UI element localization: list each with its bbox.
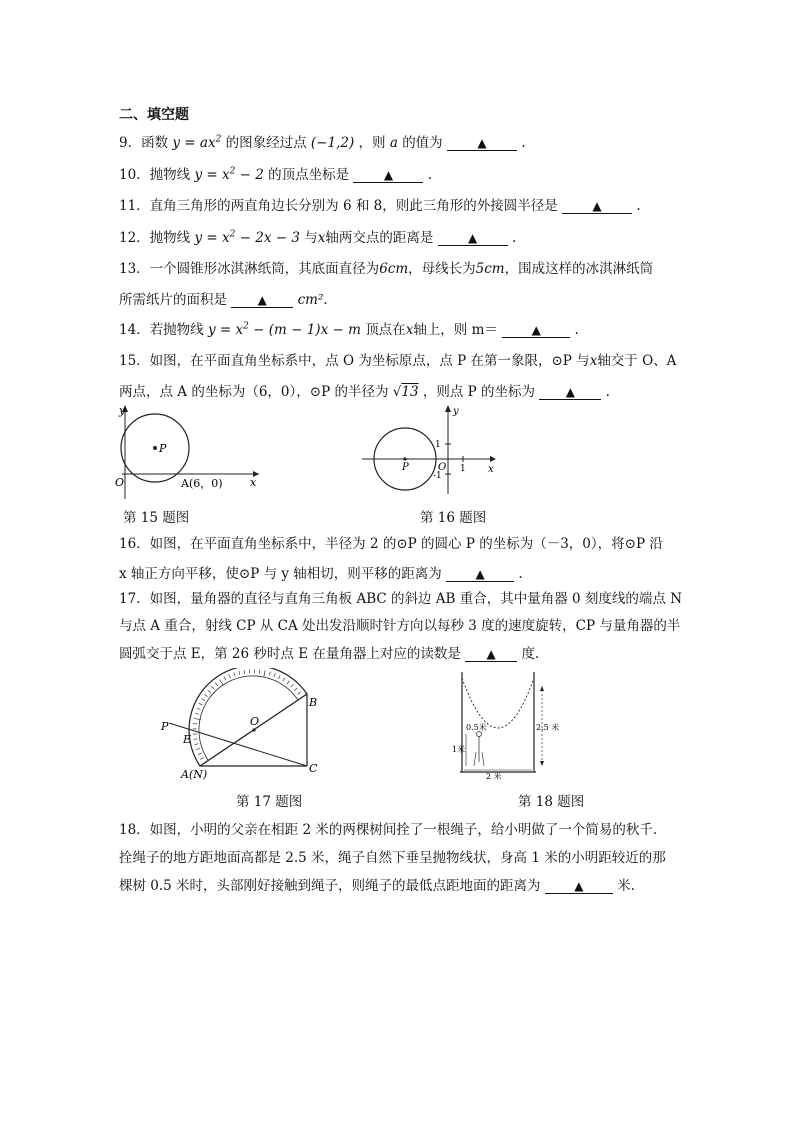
answer-blank-10[interactable]: ▲ — [353, 169, 423, 183]
caption-figure-15: 第 15 题图 — [123, 510, 190, 526]
protractor-tick — [196, 748, 200, 749]
protractor-tick — [298, 692, 301, 695]
formula-q12: $y = x^2 - 2x - 3$ — [194, 229, 300, 246]
svg-text:P: P — [161, 720, 169, 733]
question-18-line2: 拴绳子的地方距地面高都是 2.5 米，绳子自然下垂呈抛物线状，身高 1 米的小明距较近的那 — [119, 850, 666, 866]
caption-figure-16: 第 16 题图 — [420, 510, 487, 526]
section-title: 二、填空题 — [119, 107, 189, 123]
protractor-tick — [211, 686, 214, 689]
protractor-tick — [195, 713, 199, 714]
svg-text:y: y — [453, 406, 459, 417]
question-17-line3: 圆弧交于点 E，第 26 秒时点 E 在量角器上对应的读数是 ▲ 度. — [119, 646, 540, 662]
question-10: 10．抛物线 $y = x^2 - 2$ 的顶点坐标是 ▲ . — [119, 166, 433, 183]
question-13-line1: 13．一个圆锥形冰淇淋纸筒，其底面直径为6cm，母线长为5cm，围成这样的冰淇淋纸筒 — [119, 261, 654, 277]
question-17-line1: 17．如图，量角器的直径与直角三角板 ABC 的斜边 AB 重合，其中量角器 0 刻度线的端点 N — [119, 591, 683, 607]
sqrt-symbol: √13 — [392, 384, 419, 400]
figure-17 — [155, 668, 330, 783]
protractor-tick — [239, 671, 240, 675]
question-18-line1: 18．如图，小明的父亲在相距 2 米的两棵树间拴了一根绳子，给小明做了一个简易的秋千. — [119, 822, 658, 838]
answer-blank-18[interactable]: ▲ — [545, 880, 613, 894]
answer-blank-11[interactable]: ▲ — [562, 200, 632, 214]
answer-blank-13[interactable]: ▲ — [231, 294, 293, 308]
svg-text:1米: 1米 — [452, 745, 466, 754]
protractor-tick — [274, 673, 275, 677]
svg-text:E: E — [183, 733, 192, 746]
svg-text:y: y — [119, 404, 126, 417]
question-13-line2: 所需纸片的面积是 ▲ cm². — [119, 292, 328, 308]
svg-text:P: P — [159, 442, 167, 455]
svg-text:0.5米: 0.5米 — [466, 723, 487, 732]
svg-text:O: O — [250, 715, 260, 728]
protractor-tick — [200, 757, 204, 759]
figure-18 — [452, 668, 562, 783]
answer-blank-16[interactable]: ▲ — [446, 568, 514, 582]
protractor-tick — [208, 690, 211, 693]
protractor-tick — [199, 703, 203, 705]
svg-text:1: 1 — [435, 440, 441, 450]
protractor-tick — [204, 694, 207, 696]
svg-text:A(6，0): A(6，0) — [181, 477, 223, 490]
protractor-tick — [201, 699, 204, 701]
question-12: 12．抛物线 $y = x^2 - 2x - 3$ 与x轴两交点的距离是 ▲ . — [119, 229, 517, 246]
answer-blank-17[interactable]: ▲ — [465, 648, 517, 662]
question-16-line1: 16．如图，在平面直角坐标系中，半径为 2 的⊙P 的圆心 P 的坐标为（－3，0），将⊙P 沿 — [119, 536, 663, 552]
question-15-line2: 两点，点 A 的坐标为（6，0），⊙P 的半径为 √13 ，则点 P 的坐标为 ▲ . — [119, 384, 610, 400]
formula-q9: $y = ax^2$ — [172, 134, 222, 151]
protractor-tick — [215, 683, 218, 686]
question-11: 11．直角三角形的两直角边长分别为 6 和 8，则此三角形的外接圆半径是 ▲ . — [119, 198, 641, 214]
question-9: 9．函数 $y = ax^2$ 的图象经过点 (−1,2) ，则 a 的值为 ▲ . — [119, 134, 526, 151]
protractor-tick — [294, 688, 297, 691]
svg-text:x: x — [488, 464, 494, 475]
protractor-tick — [224, 677, 226, 681]
svg-text:C: C — [309, 762, 318, 775]
svg-text:2.5 米: 2.5 米 — [536, 723, 560, 732]
protractor-tick — [278, 675, 280, 679]
svg-text:2 米: 2 米 — [486, 772, 502, 781]
caption-figure-17: 第 17 题图 — [236, 794, 303, 810]
protractor-tick — [264, 670, 265, 677]
question-18-line3: 棵树 0.5 米时，头部刚好接触到绳子，则绳子的最低点距地面的距离为 ▲ 米. — [119, 878, 635, 894]
protractor-tick — [283, 678, 285, 681]
protractor-tick — [195, 744, 199, 745]
svg-text:B: B — [309, 696, 318, 709]
figure-15 — [112, 402, 262, 502]
protractor-tick — [244, 670, 245, 674]
formula-q14: $y = x^2 - (m - 1)x - m$ — [207, 321, 361, 338]
protractor-tick — [287, 681, 289, 684]
svg-text:O: O — [438, 462, 447, 473]
answer-blank-9[interactable]: ▲ — [447, 137, 517, 151]
answer-blank-14[interactable]: ▲ — [502, 324, 570, 338]
svg-text:1: 1 — [460, 464, 466, 474]
svg-text:x: x — [250, 476, 257, 489]
caption-figure-18: 第 18 题图 — [518, 794, 585, 810]
protractor-tick — [198, 753, 202, 755]
question-15-line1: 15．如图，在平面直角坐标系中，点 O 为坐标原点，点 P 在第一象限，⊙P 与x轴交于 O、A — [119, 353, 677, 369]
formula-q10: $y = x^2 - 2$ — [194, 166, 264, 183]
answer-blank-12[interactable]: ▲ — [438, 232, 508, 246]
question-14: 14．若抛物线 $y = x^2 - (m - 1)x - m$ 顶点在x轴上，则 m＝ ▲ . — [119, 321, 579, 338]
protractor-tick — [229, 674, 231, 678]
answer-blank-15[interactable]: ▲ — [539, 386, 601, 400]
svg-text:P: P — [402, 462, 409, 473]
svg-text:A(N): A(N) — [181, 768, 208, 781]
protractor-tick — [234, 673, 235, 677]
protractor — [189, 668, 307, 766]
svg-text:-1: -1 — [433, 471, 442, 481]
protractor-tick — [269, 672, 270, 676]
figure-16 — [360, 402, 500, 497]
question-16-line2: x 轴正方向平移，使⊙P 与 y 轴相切，则平移的距离为 ▲ . — [119, 566, 523, 582]
question-17-line2: 与点 A 重合，射线 CP 从 CA 处出发沿顺时针方向以每秒 3 度的速度旋转，CP 与量角器的半 — [119, 618, 681, 634]
protractor-tick — [197, 708, 201, 709]
protractor-tick — [291, 684, 294, 687]
protractor-tick — [220, 680, 224, 686]
svg-text:O: O — [115, 476, 125, 489]
protractor-tick — [193, 739, 197, 740]
